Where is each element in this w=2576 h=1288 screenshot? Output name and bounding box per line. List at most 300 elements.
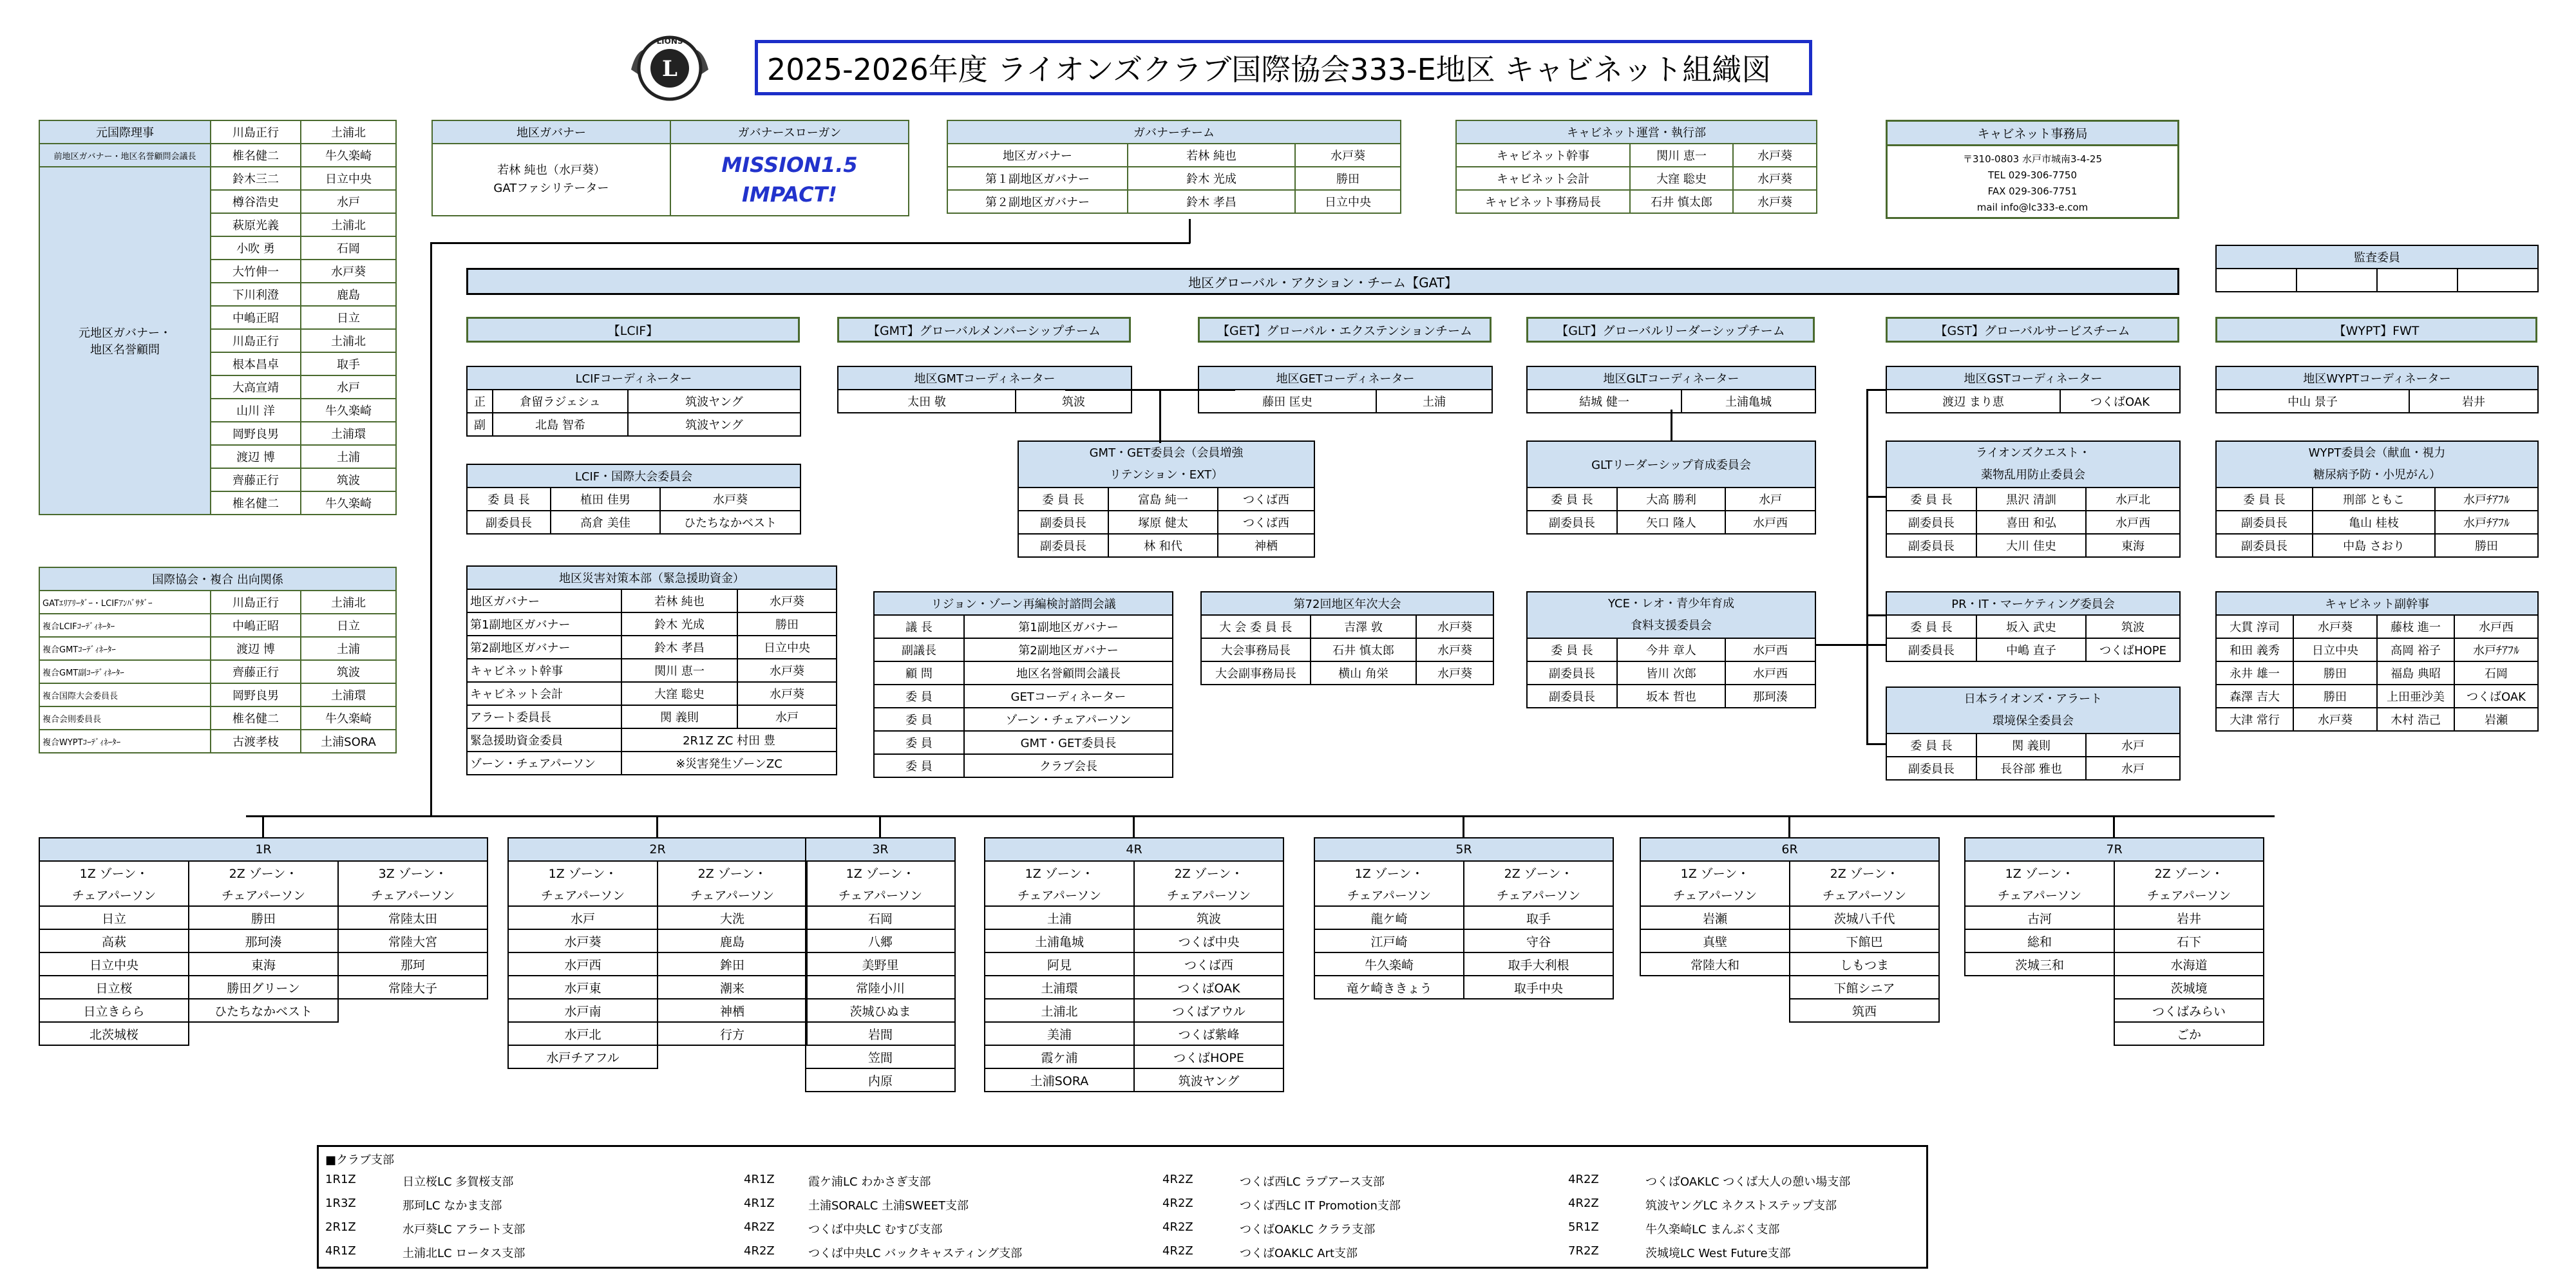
club-cell: 神栖 bbox=[658, 999, 807, 1022]
table-row: アラート委員長 関 義則 水戸 bbox=[467, 705, 837, 728]
table-row bbox=[508, 1022, 807, 1045]
wypt-committee-table: WYPT委員会（献血・視力 糖尿病予防・小児がん） 委 員 長 刑部 ともこ 水戸ﾁｱﾌﾙ 副委員長 亀山 桂枝 水戸ﾁｱﾌﾙ 副委員長 中島 さおり 勝田 bbox=[2215, 440, 2539, 558]
club-cell: 筑西 bbox=[1790, 999, 1939, 1022]
table-row: 山川 洋 牛久楽崎 bbox=[39, 399, 396, 422]
table-row: キャビネット会計 大窪 聡史 水戸葵 bbox=[1456, 167, 1817, 190]
branch-name: つくば中央LC むすび支部 bbox=[808, 1223, 943, 1236]
club-cell: つくばHOPE bbox=[1134, 1045, 1283, 1068]
zone-header: 2Z ゾーン・ bbox=[1134, 861, 1283, 884]
club-cell: 常陸大宮 bbox=[338, 929, 488, 952]
gat-bar: 地区グローバル・アクション・チーム【GAT】 bbox=[466, 268, 2179, 295]
club-cell: つくばみらい bbox=[2114, 999, 2264, 1022]
table-row: 副委員長 中島 さおり 勝田 bbox=[2216, 534, 2538, 557]
table-row: 大竹伸一 水戸葵 bbox=[39, 260, 396, 283]
club-cell: 東海 bbox=[189, 952, 338, 976]
table-row: 副委員長 大川 佳史 東海 bbox=[1886, 534, 2180, 557]
club-cell: ごか bbox=[2114, 1022, 2264, 1045]
club-cell: 常陸大和 bbox=[1640, 952, 1790, 976]
table-row bbox=[1965, 999, 2264, 1022]
club-cell: 石岡 bbox=[806, 906, 955, 929]
table-row: 樽谷浩史 水戸 bbox=[39, 190, 396, 213]
zone-header: チェアパーソン bbox=[338, 884, 488, 906]
table-row: 委 員 クラブ会長 bbox=[874, 754, 1173, 777]
club-cell: 取手 bbox=[1464, 906, 1613, 929]
club-cell: 真壁 bbox=[1640, 929, 1790, 952]
club-cell: 水海道 bbox=[2114, 952, 2264, 976]
club-cell: 水戸チアフル bbox=[508, 1045, 658, 1068]
branch-code: 4R2Z bbox=[744, 1244, 775, 1258]
club-cell: つくばOAK bbox=[1134, 976, 1283, 999]
club-cell: つくばアウル bbox=[1134, 999, 1283, 1022]
table-row bbox=[806, 1045, 955, 1068]
connector-line bbox=[1463, 815, 1464, 838]
club-cell: 茨城ひぬま bbox=[806, 999, 955, 1022]
club-cell: 下館巴 bbox=[1790, 929, 1939, 952]
zone-header: チェアパーソン bbox=[508, 884, 658, 906]
section-gst: 【GST】グローバルサービスチーム bbox=[1886, 317, 2179, 343]
club-cell: 霞ケ浦 bbox=[985, 1045, 1134, 1068]
past-governors-group-label: 元地区ガバナー・ 地区名誉顧問 bbox=[39, 167, 211, 515]
auditor-table: 監査委員 bbox=[2215, 245, 2539, 292]
table-row bbox=[39, 976, 488, 999]
branch-code: 1R3Z bbox=[325, 1197, 356, 1210]
connector-line bbox=[1866, 614, 1886, 616]
branch-code: 4R2Z bbox=[1568, 1197, 1599, 1210]
table-row bbox=[806, 976, 955, 999]
table-row: 副委員長 矢口 隆人 水戸西 bbox=[1527, 511, 1815, 534]
international-title: 国際協会・複合 出向関係 bbox=[39, 567, 396, 591]
club-cell: 鉾田 bbox=[658, 952, 807, 976]
connector-line bbox=[1788, 815, 1790, 838]
club-cell: 日立桜 bbox=[39, 976, 189, 999]
table-row: 第１副地区ガバナー 鈴木 光成 勝田 bbox=[947, 167, 1401, 190]
connector-line bbox=[430, 242, 432, 817]
table-row: キャビネット会計 大窪 聡史 水戸葵 bbox=[467, 682, 837, 705]
table-row: 複合会則委員長 椎名健二 牛久楽崎 bbox=[39, 706, 396, 730]
zone-header: 2Z ゾーン・ bbox=[189, 861, 338, 884]
table-row bbox=[1314, 952, 1613, 976]
club-cell: 土浦SORA bbox=[985, 1068, 1134, 1092]
club-cell: 常陸小川 bbox=[806, 976, 955, 999]
club-cell: 那珂湊 bbox=[189, 929, 338, 952]
table-row bbox=[508, 999, 807, 1022]
table-row bbox=[985, 1022, 1283, 1045]
table-row bbox=[985, 1045, 1283, 1068]
table-row: 副委員長 喜田 和弘 水戸西 bbox=[1886, 511, 2180, 534]
zone-header: 2Z ゾーン・ bbox=[2114, 861, 2264, 884]
region-title: 3R bbox=[806, 838, 955, 861]
branch-code: 4R1Z bbox=[744, 1173, 775, 1186]
region-council-table: リジョン・ゾーン再編検討諮問会議 議 長 第1副地区ガバナー 副議長 第2副地区ガバナー 顧 問 地区名誉顧問会議長 委 員 GETコーディネーター 委 員 ゾーン・チェアパーソン 委 員 GMT・GET委員長 委 員 クラブ会長 bbox=[873, 591, 1173, 778]
region-table-5r bbox=[1314, 837, 1614, 999]
table-row bbox=[508, 1045, 807, 1068]
branch-name: つくばOAKLC クララ支部 bbox=[1240, 1223, 1376, 1236]
club-cell: 北茨城桜 bbox=[39, 1022, 189, 1045]
club-cell: 茨城境 bbox=[2114, 976, 2264, 999]
branch-name: 茨城境LC West Future支部 bbox=[1645, 1247, 1791, 1260]
table-row bbox=[39, 1022, 488, 1045]
section-glt: 【GLT】グローバルリーダーシップチーム bbox=[1526, 317, 1815, 343]
table-row bbox=[1965, 1022, 2264, 1045]
club-cell: 美浦 bbox=[985, 1022, 1134, 1045]
club-cell: つくば西 bbox=[1134, 952, 1283, 976]
table-row bbox=[1965, 906, 2264, 929]
table-row: 元地区ガバナー・ 地区名誉顧問 鈴木三二 日立中央 bbox=[39, 167, 396, 190]
club-cell: 水戸西 bbox=[508, 952, 658, 976]
table-row bbox=[985, 929, 1283, 952]
table-row bbox=[1640, 952, 1939, 976]
zone-header: 1Z ゾーン・ bbox=[39, 861, 189, 884]
section-lcif: 【LCIF】 bbox=[466, 317, 800, 343]
region-table-6r bbox=[1640, 837, 1940, 1023]
international-table bbox=[39, 567, 397, 753]
club-cell: 土浦 bbox=[985, 906, 1134, 929]
disaster-table: 地区災害対策本部（緊急援助資金） 地区ガバナー 若林 純也 水戸葵 第1副地区ガバナー 鈴木 光成 勝田 第2副地区ガバナー 鈴木 孝昌 日立中央 キャビネット幹事 関川 恵一 水戸葵 キャビネット会計 大窪 聡史 水戸葵 アラート委員長 関 義則 水戸 緊急援助資金委員 2R1Z ZC 村田 豊 ゾーン・チェアパーソン ※災害発生ゾーンZC bbox=[466, 565, 837, 775]
glt-committee-table: GLTリーダーシップ育成委員会 委 員 長 大高 勝利 水戸 副委員長 矢口 隆人 水戸西 bbox=[1526, 440, 1816, 535]
table-row: 委 員 長 今井 章人 水戸西 bbox=[1527, 638, 1815, 661]
club-cell: 石下 bbox=[2114, 929, 2264, 952]
table-row bbox=[508, 929, 807, 952]
club-cell: 水戸南 bbox=[508, 999, 658, 1022]
region-title: 6R bbox=[1640, 838, 1939, 861]
table-row bbox=[39, 929, 488, 952]
gmt-coordinator-table: 地区GMTコーディネーター 太田 敬 筑波 bbox=[837, 366, 1132, 413]
zone-header: チェアパーソン bbox=[1640, 884, 1790, 906]
zone-header: チェアパーソン bbox=[1134, 884, 1283, 906]
club-branches-box bbox=[317, 1145, 1928, 1269]
club-cell: 土浦北 bbox=[985, 999, 1134, 1022]
table-row: 副委員長 林 和代 神栖 bbox=[1018, 534, 1314, 557]
connector-line bbox=[1133, 815, 1135, 838]
table-row: キャビネット幹事 関川 恵一 水戸葵 bbox=[1456, 144, 1817, 167]
table-row bbox=[1640, 929, 1939, 952]
quest-committee-table: ライオンズクエスト・ 薬物乱用防止委員会 委 員 長 黒沢 清訓 水戸北 副委員長 喜田 和弘 水戸西 副委員長 大川 佳史 東海 bbox=[1886, 440, 2181, 558]
table-row: 渡辺 博 土浦 bbox=[39, 445, 396, 468]
branch-code: 4R2Z bbox=[1162, 1220, 1193, 1234]
zone-header: 1Z ゾーン・ bbox=[806, 861, 955, 884]
cabinet-exec-table: キャビネット運営・執行部 キャビネット幹事 関川 恵一 水戸葵 キャビネット会計 大窪 聡史 水戸葵 キャビネット事務局長 石井 慎太郎 水戸葵 bbox=[1455, 120, 1817, 214]
zone-header: チェアパーソン bbox=[985, 884, 1134, 906]
office-fax: FAX 029-306-7751 bbox=[1987, 185, 2078, 197]
svg-text:L: L bbox=[662, 56, 677, 82]
table-row: 大 会 委 員 長 吉澤 敦 水戸葵 bbox=[1201, 615, 1493, 638]
region-table-1r bbox=[39, 837, 488, 1046]
table-row bbox=[806, 1022, 955, 1045]
table-row bbox=[806, 929, 955, 952]
branch-code: 4R1Z bbox=[325, 1244, 356, 1258]
club-cell: 笠間 bbox=[806, 1045, 955, 1068]
branch-name: 水戸葵LC アラート支部 bbox=[402, 1223, 526, 1236]
club-cell: つくば紫峰 bbox=[1134, 1022, 1283, 1045]
club-cell: 取手大利根 bbox=[1464, 952, 1613, 976]
table-row: 森澤 吉大 勝田 上田亜沙美 つくばOAK bbox=[2216, 685, 2538, 708]
table-row: 副委員長 皆川 次郎 水戸西 bbox=[1527, 661, 1815, 685]
club-cell: 古河 bbox=[1965, 906, 2114, 929]
table-row: 大会副事務局長 横山 角栄 水戸葵 bbox=[1201, 661, 1493, 685]
zone-header: チェアパーソン bbox=[2114, 884, 2264, 906]
table-row: 委 員 ゾーン・チェアパーソン bbox=[874, 708, 1173, 731]
governor-table: 地区ガバナー ガバナースローガン 若林 純也（水戸葵） GATファシリテーター MISSION1.5 IMPACT! bbox=[431, 120, 909, 216]
club-cell: 水戸北 bbox=[508, 1022, 658, 1045]
gmt-get-committee-table: GMT・GET委員会（会員増強 リテンション・EXT） 委 員 長 富島 純一 つくば西 副委員長 塚原 健太 つくば西 副委員長 林 和代 神栖 bbox=[1018, 440, 1315, 558]
slogan-line-1: MISSION1.5 bbox=[721, 153, 858, 177]
convention-table: 第72回地区年次大会 大 会 委 員 長 吉澤 敦 水戸葵 大会事務局長 石井 慎太郎 水戸葵 大会副事務局長 横山 角栄 水戸葵 bbox=[1200, 591, 1494, 685]
table-row: 岡野良男 土浦環 bbox=[39, 422, 396, 445]
table-row: 小吹 勇 石岡 bbox=[39, 236, 396, 260]
connector-line bbox=[1189, 219, 1191, 243]
table-row bbox=[1314, 976, 1613, 999]
club-cell: 水戸 bbox=[508, 906, 658, 929]
zone-header: 1Z ゾーン・ bbox=[1640, 861, 1790, 884]
table-row bbox=[39, 906, 488, 929]
connector-line bbox=[879, 815, 881, 838]
table-row: 複合LCIFｺｰﾃﾞｨﾈｰﾀｰ 中嶋正昭 日立 bbox=[39, 614, 396, 637]
table-row: 複合GMT副ｺｰﾃﾞｨﾈｰﾀｰ 齊藤正行 筑波 bbox=[39, 660, 396, 683]
table-row: GATｴﾘｱﾘｰﾀﾞｰ・LCIFｱﾝﾊﾞｻﾀﾞｰ 川島正行 土浦北 bbox=[39, 591, 396, 614]
club-cell: 筑波ヤング bbox=[1134, 1068, 1283, 1092]
table-row bbox=[806, 906, 955, 929]
region-title: 7R bbox=[1965, 838, 2264, 861]
branch-code: 2R1Z bbox=[325, 1220, 356, 1234]
table-row: 委 員 GMT・GET委員長 bbox=[874, 731, 1173, 754]
club-cell: 竜ケ崎ききょう bbox=[1314, 976, 1464, 999]
table-row: 第1副地区ガバナー 鈴木 光成 勝田 bbox=[467, 612, 837, 636]
table-row: 永井 雄一 勝田 福島 典昭 石岡 bbox=[2216, 661, 2538, 685]
table-row bbox=[1965, 929, 2264, 952]
connector-line bbox=[1065, 389, 1235, 391]
gst-coordinator-table: 地区GSTコーディネーター 渡辺 まり恵 つくばOAK bbox=[1886, 366, 2181, 413]
table-row: 複合WYPTｺｰﾃﾞｨﾈｰﾀｰ 古渡孝枝 土浦SORA bbox=[39, 730, 396, 753]
table-row: 副 北島 智希 筑波ヤング bbox=[467, 413, 800, 436]
lcif-convention-table: LCIF・国際大会委員会 委 員 長 植田 佳男 水戸葵 副委員長 高倉 美佳 ひたちなかベスト bbox=[466, 464, 801, 535]
branch-name: 霞ケ浦LC わかさぎ支部 bbox=[808, 1175, 931, 1189]
connector-line bbox=[246, 815, 2275, 817]
table-row: 副議長 第2副地区ガバナー bbox=[874, 638, 1173, 661]
region-title: 1R bbox=[39, 838, 488, 861]
club-cell: 守谷 bbox=[1464, 929, 1613, 952]
table-row bbox=[1640, 906, 1939, 929]
governor-team-table: ガバナーチーム 地区ガバナー 若林 純也 水戸葵 第１副地区ガバナー 鈴木 光成 勝田 第２副地区ガバナー 鈴木 孝昌 日立中央 bbox=[947, 120, 1401, 214]
connector-line bbox=[1866, 496, 1886, 498]
table-row bbox=[1314, 906, 1613, 929]
zone-header: 2Z ゾーン・ bbox=[1464, 861, 1613, 884]
club-cell: 岩井 bbox=[2114, 906, 2264, 929]
region-title: 5R bbox=[1314, 838, 1613, 861]
office-mail[interactable]: mail info@lc333-e.com bbox=[1976, 202, 2088, 213]
club-cell: 土浦環 bbox=[985, 976, 1134, 999]
connector-line bbox=[656, 815, 658, 838]
section-wypt: 【WYPT】FWT bbox=[2215, 317, 2537, 343]
cabinet-office-box bbox=[1886, 120, 2179, 219]
club-cell: 勝田 bbox=[189, 906, 338, 929]
table-row: 緊急援助資金委員 2R1Z ZC 村田 豊 bbox=[467, 728, 837, 752]
region-table-3r bbox=[805, 837, 956, 1092]
zone-header: チェアパーソン bbox=[1314, 884, 1464, 906]
zone-header: 1Z ゾーン・ bbox=[508, 861, 658, 884]
connector-line bbox=[1866, 389, 1886, 391]
branch-name: 日立桜LC 多賀桜支部 bbox=[402, 1175, 514, 1189]
section-gmt: 【GMT】グローバルメンバーシップチーム bbox=[837, 317, 1131, 343]
table-row: キャビネット幹事 関川 恵一 水戸葵 bbox=[467, 659, 837, 682]
region-title: 2R bbox=[508, 838, 807, 861]
svg-text:LIONS: LIONS bbox=[656, 37, 683, 46]
cabinet-office-title: キャビネット事務局 bbox=[1888, 122, 2177, 146]
branch-name: 土浦北LC ロータス支部 bbox=[402, 1247, 526, 1260]
branch-code: 1R1Z bbox=[325, 1173, 356, 1186]
club-cell: 常陸大子 bbox=[338, 976, 488, 999]
lcif-coordinator-table: LCIFコーディネーター 正 倉留ラジェシュ 筑波ヤング 副 北島 智希 筑波ヤング bbox=[466, 366, 801, 437]
office-tel: TEL 029-306-7750 bbox=[1987, 169, 2078, 181]
table-row bbox=[508, 906, 807, 929]
branch-name: 土浦SORALC 土浦SWEET支部 bbox=[808, 1199, 969, 1213]
branch-code: 4R2Z bbox=[1162, 1244, 1193, 1258]
club-cell: 日立中央 bbox=[39, 952, 189, 976]
table-row: 第2副地区ガバナー 鈴木 孝昌 日立中央 bbox=[467, 636, 837, 659]
club-cell: 阿見 bbox=[985, 952, 1134, 976]
section-get: 【GET】グローバル・エクステンションチーム bbox=[1198, 317, 1492, 343]
connector-line bbox=[1815, 644, 1886, 646]
yce-committee-table: YCE・レオ・青少年育成 食料支援委員会 委 員 長 今井 章人 水戸西 副委員長 皆川 次郎 水戸西 副委員長 坂本 哲也 那珂湊 bbox=[1526, 591, 1816, 708]
glt-coordinator-table: 地区GLTコーディネーター 結城 健一 土浦亀城 bbox=[1526, 366, 1816, 413]
club-cell: 八郷 bbox=[806, 929, 955, 952]
zone-header: チェアパーソン bbox=[1790, 884, 1939, 906]
governor-role: GATファシリテーター bbox=[493, 182, 609, 195]
vice-secretary-table: キャビネット副幹事 大貫 淳司 水戸葵 藤枝 進一 水戸西 和田 義秀 日立中央 高岡 裕子 水戸ﾁｱﾌﾙ 永井 雄一 勝田 福島 典昭 石岡 森澤 吉大 勝田 上田亜沙美 つくばOAK 大津 常行 水戸葵 木村 浩己 岩瀬 bbox=[2215, 591, 2539, 732]
past-governors-table bbox=[39, 120, 397, 515]
zone-header: 3Z ゾーン・ bbox=[338, 861, 488, 884]
club-cell: 土浦亀城 bbox=[985, 929, 1134, 952]
club-cell: 日立 bbox=[39, 906, 189, 929]
connector-line bbox=[430, 242, 1190, 244]
connector-line bbox=[1866, 389, 1868, 743]
zone-header: 2Z ゾーン・ bbox=[1790, 861, 1939, 884]
table-row: 委 員 GETコーディネーター bbox=[874, 685, 1173, 708]
branch-code: 7R2Z bbox=[1568, 1244, 1599, 1258]
branch-name: 那珂LC なかま支部 bbox=[402, 1199, 502, 1213]
get-coordinator-table: 地区GETコーディネーター 藤田 匡史 土浦 bbox=[1198, 366, 1493, 413]
region-table-7r bbox=[1964, 837, 2264, 1046]
table-row: 複合GMTｺｰﾃﾞｨﾈｰﾀｰ 渡辺 博 土浦 bbox=[39, 637, 396, 660]
table-row bbox=[1640, 976, 1939, 999]
club-cell: 牛久楽崎 bbox=[1314, 952, 1464, 976]
page-title: 2025-2026年度 ライオンズクラブ国際協会333-E地区 キャビネット組織図 bbox=[755, 40, 1812, 95]
branch-name: つくば西LC ラプアース支部 bbox=[1240, 1175, 1385, 1189]
table-row: キャビネット事務局長 石井 慎太郎 水戸葵 bbox=[1456, 190, 1817, 213]
table-row: 川島正行 土浦北 bbox=[39, 329, 396, 352]
club-cell: 鹿島 bbox=[658, 929, 807, 952]
table-row: 委 員 長 大高 勝利 水戸 bbox=[1527, 488, 1815, 511]
table-row bbox=[985, 906, 1283, 929]
club-cell: ひたちなかベスト bbox=[189, 999, 338, 1022]
table-row: 副委員長 亀山 桂枝 水戸ﾁｱﾌﾙ bbox=[2216, 511, 2538, 534]
club-cell: 総和 bbox=[1965, 929, 2114, 952]
table-row: 大高宣靖 水戸 bbox=[39, 375, 396, 399]
branch-code: 4R2Z bbox=[1162, 1173, 1193, 1186]
club-cell: 内原 bbox=[806, 1068, 955, 1092]
table-row: 副委員長 坂本 哲也 那珂湊 bbox=[1527, 685, 1815, 708]
governor-name: 若林 純也（水戸葵） bbox=[497, 164, 605, 177]
club-cell: 大洗 bbox=[658, 906, 807, 929]
club-cell: 勝田グリーン bbox=[189, 976, 338, 999]
branch-name: つくば西LC IT Promotion支部 bbox=[1240, 1199, 1401, 1213]
table-row: 副委員長 高倉 美佳 ひたちなかベスト bbox=[467, 511, 800, 534]
wypt-coordinator-table: 地区WYPTコーディネーター 中山 景子 岩井 bbox=[2215, 366, 2539, 413]
club-cell: 江戸崎 bbox=[1314, 929, 1464, 952]
zone-header: チェアパーソン bbox=[189, 884, 338, 906]
table-row: 委 員 長 坂入 武史 筑波 bbox=[1886, 615, 2180, 638]
table-row bbox=[806, 952, 955, 976]
table-row: 地区ガバナー 若林 純也 水戸葵 bbox=[467, 589, 837, 612]
table-row bbox=[1965, 952, 2264, 976]
region-table-2r bbox=[507, 837, 808, 1069]
club-cell: つくば中央 bbox=[1134, 929, 1283, 952]
table-row: 中嶋正昭 日立 bbox=[39, 306, 396, 329]
table-row bbox=[806, 1068, 955, 1092]
club-cell: 日立きらら bbox=[39, 999, 189, 1022]
branch-name: 牛久楽崎LC まんぶく支部 bbox=[1645, 1223, 1780, 1236]
zone-header: チェアパーソン bbox=[39, 884, 189, 906]
club-cell: 水戸東 bbox=[508, 976, 658, 999]
zone-header: 1Z ゾーン・ bbox=[1965, 861, 2114, 884]
table-row: 議 長 第1副地区ガバナー bbox=[874, 615, 1173, 638]
branch-code: 4R2Z bbox=[744, 1220, 775, 1234]
table-row: 委 員 長 関 義則 水戸 bbox=[1886, 734, 2180, 757]
alert-committee-table: 日本ライオンズ・アラート 環境保全委員会 委 員 長 関 義則 水戸 副委員長 長谷部 雅也 水戸 bbox=[1886, 687, 2181, 781]
table-row bbox=[985, 952, 1283, 976]
club-cell: 美野里 bbox=[806, 952, 955, 976]
branch-code: 4R2Z bbox=[1568, 1173, 1599, 1186]
table-row bbox=[985, 1068, 1283, 1092]
table-row: 正 倉留ラジェシュ 筑波ヤング bbox=[467, 390, 800, 413]
region-title: 4R bbox=[985, 838, 1283, 861]
table-row: 大津 常行 水戸葵 木村 浩己 岩瀬 bbox=[2216, 708, 2538, 731]
club-cell: 龍ケ崎 bbox=[1314, 906, 1464, 929]
table-row: 元国際理事 川島正行 土浦北 bbox=[39, 120, 396, 144]
table-row: ゾーン・チェアパーソン ※災害発生ゾーンZC bbox=[467, 752, 837, 775]
connector-line bbox=[1159, 389, 1161, 443]
table-row: 第２副地区ガバナー 鈴木 孝昌 日立中央 bbox=[947, 190, 1401, 213]
table-row: 和田 義秀 日立中央 高岡 裕子 水戸ﾁｱﾌﾙ bbox=[2216, 638, 2538, 661]
club-cell: 高萩 bbox=[39, 929, 189, 952]
branch-name: つくば中央LC バックキャスティング支部 bbox=[808, 1247, 1023, 1260]
table-row bbox=[508, 952, 807, 976]
office-address: 〒310-0803 水戸市城南3-4-25 bbox=[1963, 153, 2102, 165]
table-row bbox=[508, 976, 807, 999]
club-cell: 茨城八千代 bbox=[1790, 906, 1939, 929]
zone-header: 2Z ゾーン・ bbox=[658, 861, 807, 884]
connector-line bbox=[262, 815, 264, 838]
region-table-4r bbox=[984, 837, 1284, 1092]
table-row: 前地区ガバナー・地区名誉顧問会議長 椎名健二 牛久楽崎 bbox=[39, 144, 396, 167]
table-row bbox=[806, 999, 955, 1022]
branch-name: つくばOAKLC つくば大人の憩い場支部 bbox=[1645, 1175, 1851, 1189]
club-cell: 茨城三和 bbox=[1965, 952, 2114, 976]
table-row bbox=[39, 952, 488, 976]
club-branches-title: ■クラブ支部 bbox=[325, 1153, 395, 1167]
club-cell: 常陸太田 bbox=[338, 906, 488, 929]
branch-code: 4R2Z bbox=[1162, 1197, 1193, 1210]
table-row bbox=[1314, 929, 1613, 952]
branch-name: 筑波ヤングLC ネクストステップ支部 bbox=[1645, 1199, 1837, 1213]
pr-committee-table: PR・IT・マーケティング委員会 委 員 長 坂入 武史 筑波 副委員長 中嶋 直子 つくばHOPE bbox=[1886, 591, 2181, 662]
club-cell: 岩瀬 bbox=[1640, 906, 1790, 929]
zone-header: チェアパーソン bbox=[658, 884, 807, 906]
table-row: 副委員長 長谷部 雅也 水戸 bbox=[1886, 757, 2180, 780]
table-row bbox=[985, 976, 1283, 999]
table-row bbox=[1640, 999, 1939, 1022]
table-row: 委 員 長 黒沢 清訓 水戸北 bbox=[1886, 488, 2180, 511]
zone-header: 1Z ゾーン・ bbox=[985, 861, 1134, 884]
